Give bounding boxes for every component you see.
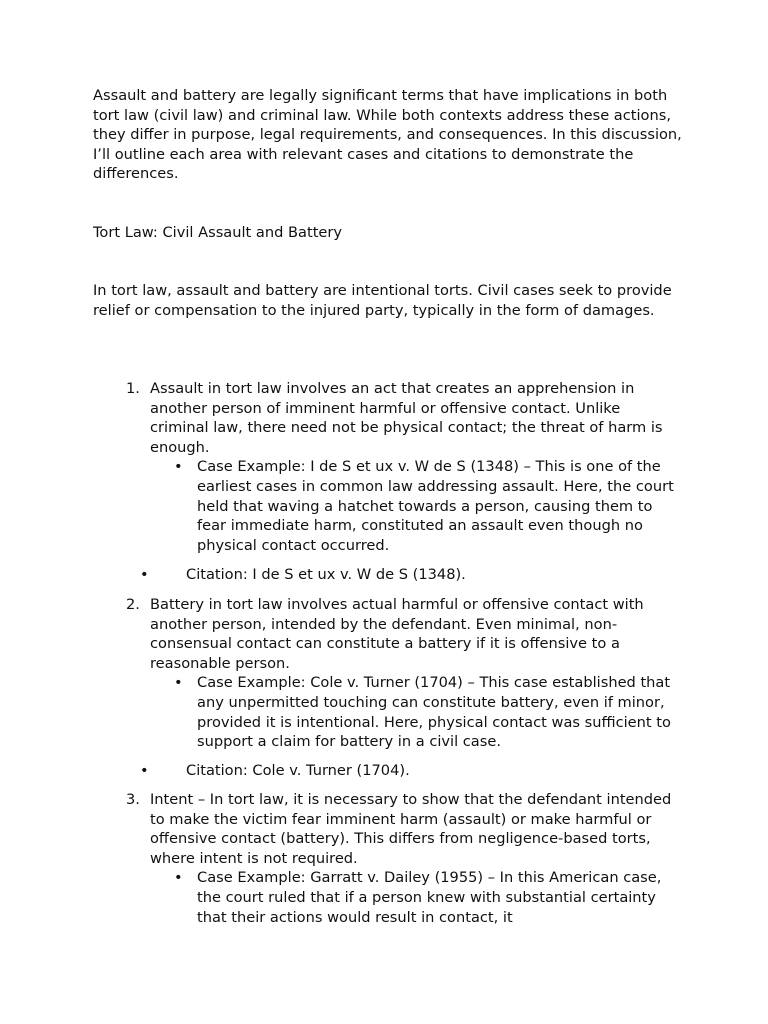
item-text: Battery in tort law involves actual harmful or offensive contact with another person, intended by the defendant. Even minimal, non-consensual contact can constitute a battery if it is offensive to a reasonable person. [150,596,644,672]
item-number: 3. [126,791,140,808]
case-example-text: Case Example: Garratt v. Dailey (1955) – In this American case, the court ruled that if a person knew with substantial certainty that their actions would result in contact, it [197,869,662,926]
item-text: Intent – In tort law, it is necessary to show that the defendant intended to make the victim fear imminent harm (assault) or make harmful or offensive contact (battery). This differs from negligence-based torts, where intent is not required. [150,791,672,867]
case-example-bullet [174,457,683,555]
case-example-bullet [174,868,683,927]
bullet-icon: • [140,566,149,583]
bullet-icon: • [140,762,149,779]
numbered-item-2 [93,595,683,752]
item-text: Assault in tort law involves an act that creates an apprehension in another person of imminent harmful or offensive contact. Unlike criminal law, there need not be physical contact; the threat of harm is enough. [150,380,663,456]
bullet-icon: • [174,458,183,476]
case-example-text: Case Example: I de S et ux v. W de S (1348) – This is one of the earliest cases in common law addressing assault. Here, the court held that waving a hatchet towards a person, causing them to fear immediate harm, constituted an assault even though no physical contact occurred. [197,458,674,554]
citation-bullet-2 [93,761,683,781]
intro-paragraph: Assault and battery are legally significant terms that have implications in both tort law (civil law) and criminal law. While both contexts address these actions, they differ in purpose, legal requirements, and consequences. In this discussion, I’ll outline each area with relevant cases and citations to demonstrate the differences. [93,87,682,183]
numbered-item-1 [93,379,683,555]
citation-text: Citation: I de S et ux v. W de S (1348). [186,566,466,583]
numbered-item-3 [93,790,683,927]
case-example-text: Case Example: Cole v. Turner (1704) – This case established that any unpermitted touching can constitute battery, even if minor, provided it is intentional. Here, physical contact was sufficient to support a claim for battery in a civil case. [197,674,671,751]
bullet-icon: • [174,869,183,887]
item-number: 2. [126,596,140,613]
citation-text: Citation: Cole v. Turner (1704). [186,762,410,779]
section-heading: Tort Law: Civil Assault and Battery [93,224,343,241]
bullet-icon: • [174,674,183,692]
case-example-bullet [174,673,683,751]
section-lead-paragraph: In tort law, assault and battery are intentional torts. Civil cases seek to provide relief or compensation to the injured party, typically in the form of damages. [93,282,672,319]
citation-bullet-1 [93,565,683,585]
item-number: 1. [126,380,140,397]
